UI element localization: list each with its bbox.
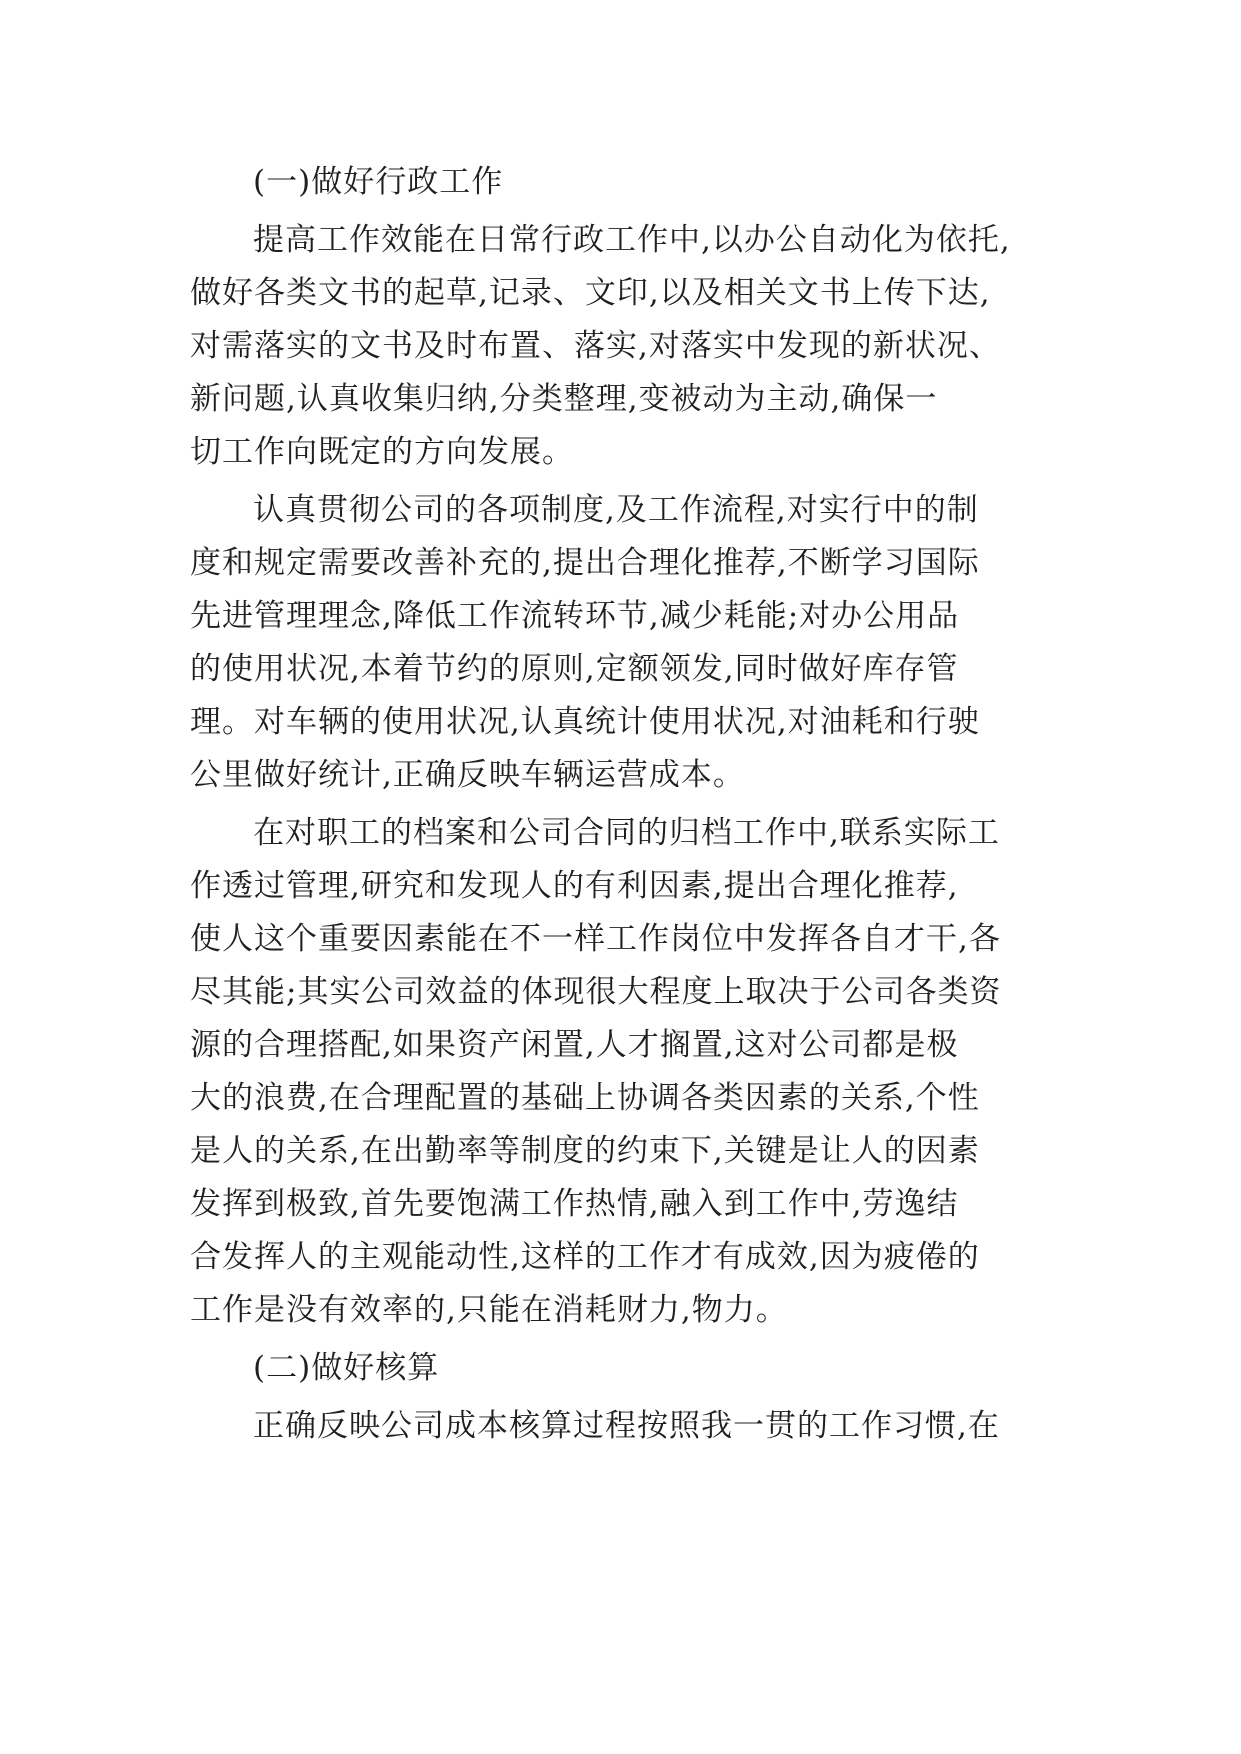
paragraph-line: 在对职工的档案和公司合同的归档工作中,联系实际工	[253, 815, 1000, 851]
paragraph-line: 先进管理理念,降低工作流转环节,减少耗能;对办公用品	[190, 598, 960, 634]
paragraph-line: 理。对车辆的使用状况,认真统计使用状况,对油耗和行驶	[190, 704, 980, 740]
paragraph-line: 对需落实的文书及时布置、落实,对落实中发现的新状况、	[190, 328, 1001, 364]
paragraph-line: 工作是没有效率的,只能在消耗财力,物力。	[190, 1292, 788, 1328]
section-heading-2: (二)做好核算	[253, 1350, 440, 1386]
paragraph-line: 公里做好统计,正确反映车辆运营成本。	[190, 757, 745, 793]
paragraph-line: 的使用状况,本着节约的原则,定额领发,同时做好库存管	[190, 651, 959, 687]
paragraph-line: 尽其能;其实公司效益的体现很大程度上取决于公司各类资	[190, 974, 1002, 1010]
paragraph-line: 合发挥人的主观能动性,这样的工作才有成效,因为疲倦的	[190, 1239, 980, 1275]
paragraph-line: 正确反映公司成本核算过程按照我一贯的工作习惯,在	[253, 1408, 1000, 1444]
paragraph-line: 是人的关系,在出勤率等制度的约束下,关键是让人的因素	[190, 1133, 980, 1169]
paragraph-line: 提高工作效能在日常行政工作中,以办公自动化为依托,	[253, 222, 1011, 258]
paragraph-line: 认真贯彻公司的各项制度,及工作流程,对实行中的制	[253, 492, 979, 528]
paragraph-line: 使人这个重要因素能在不一样工作岗位中发挥各自才干,各	[190, 921, 1001, 957]
paragraph-line: 新问题,认真收集归纳,分类整理,变被动为主动,确保一	[190, 381, 938, 417]
paragraph-line: 切工作向既定的方向发展。	[190, 434, 574, 470]
paragraph-line: 源的合理搭配,如果资产闲置,人才搁置,这对公司都是极	[190, 1027, 959, 1063]
section-heading-1: (一)做好行政工作	[253, 164, 504, 200]
paragraph-line: 度和规定需要改善补充的,提出合理化推荐,不断学习国际	[190, 545, 980, 581]
paragraph-line: 发挥到极致,首先要饱满工作热情,融入到工作中,劳逸结	[190, 1186, 959, 1222]
paragraph-line: 作透过管理,研究和发现人的有利因素,提出合理化推荐,	[190, 868, 959, 904]
paragraph-line: 做好各类文书的起草,记录、文印,以及相关文书上传下达,	[190, 275, 991, 311]
paragraph-line: 大的浪费,在合理配置的基础上协调各类因素的关系,个性	[190, 1080, 980, 1116]
